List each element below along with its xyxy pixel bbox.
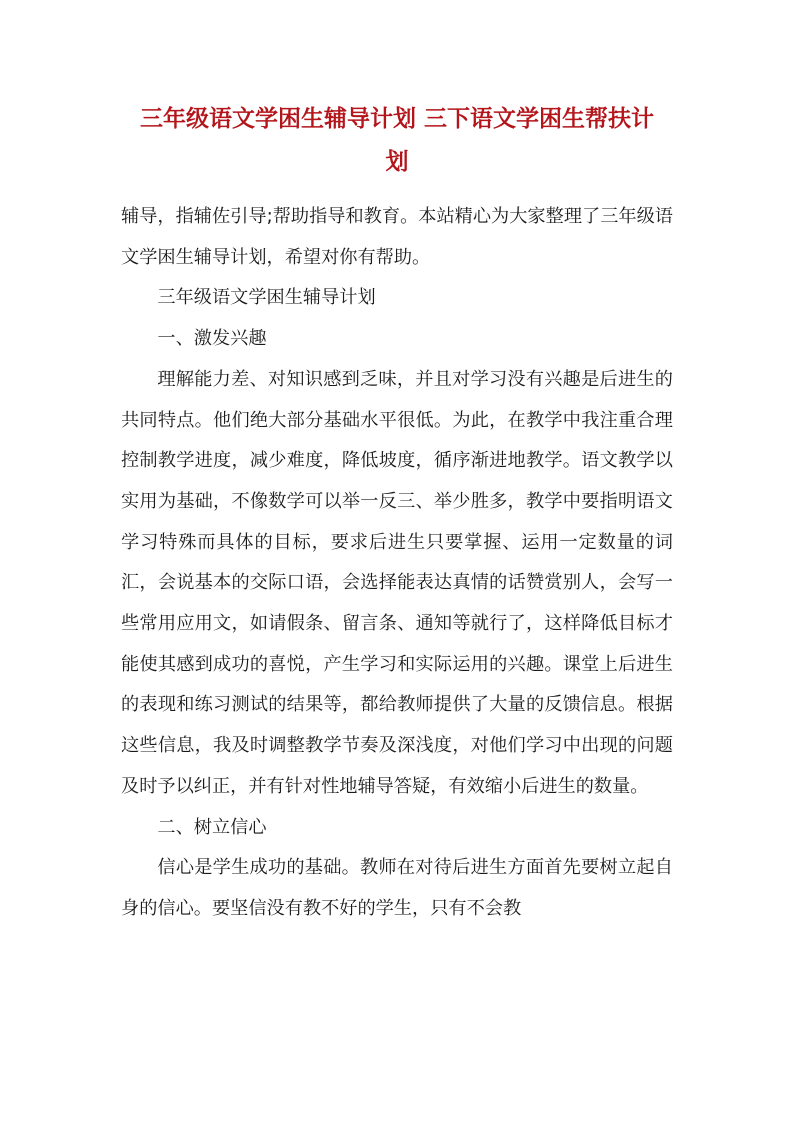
body-paragraph-1: 理解能力差、对知识感到乏味，并且对学习没有兴趣是后进生的共同特点。他们绝大部分基础水平很低。为此，在教学中我注重合理控制教学进度，减少难度，降低坡度，循序渐进地教学。语文教学以实用为基础，不像数学可以举一反三、举少胜多，教学中要指明语文学习特殊而具体的目标，要求后进生只要掌握、运用一定数量的词汇，会说基本的交际口语，会选择能表达真情的话赞赏别人，会写一些常用应用文，如请假条、留言条、通知等就行了，这样降低目标才能使其感到成功的喜悦，产生学习和实际运用的兴趣。课堂上后进生的表现和练习测试的结果等，都给教师提供了大量的反馈信息。根据这些信息，我及时调整教学节奏及深浅度，对他们学习中出现的问题及时予以纠正，并有针对性地辅导答疑，有效缩小后进生的数量。 — [121, 368, 673, 797]
document-title — [100, 97, 694, 183]
document-body — [121, 197, 673, 930]
section-heading-1: 一、激发兴趣 — [157, 328, 267, 350]
body-paragraph-2: 信心是学生成功的基础。教师在对待后进生方面首先要树立起自身的信心。要坚信没有教不好的学生，只有不会教 — [121, 857, 673, 919]
section-heading-2: 二、树立信心 — [157, 816, 267, 838]
section-heading-plan: 三年级语文学困生辅导计划 — [157, 287, 376, 309]
intro-paragraph: 辅导，指辅佐引导;帮助指导和教育。本站精心为大家整理了三年级语文学困生辅导计划，希望对你有帮助。 — [121, 206, 673, 268]
title-line-1: 三年级语文学困生辅导计划 三下语文学困生帮扶计 — [139, 105, 654, 132]
title-line-2: 划 — [385, 148, 409, 175]
